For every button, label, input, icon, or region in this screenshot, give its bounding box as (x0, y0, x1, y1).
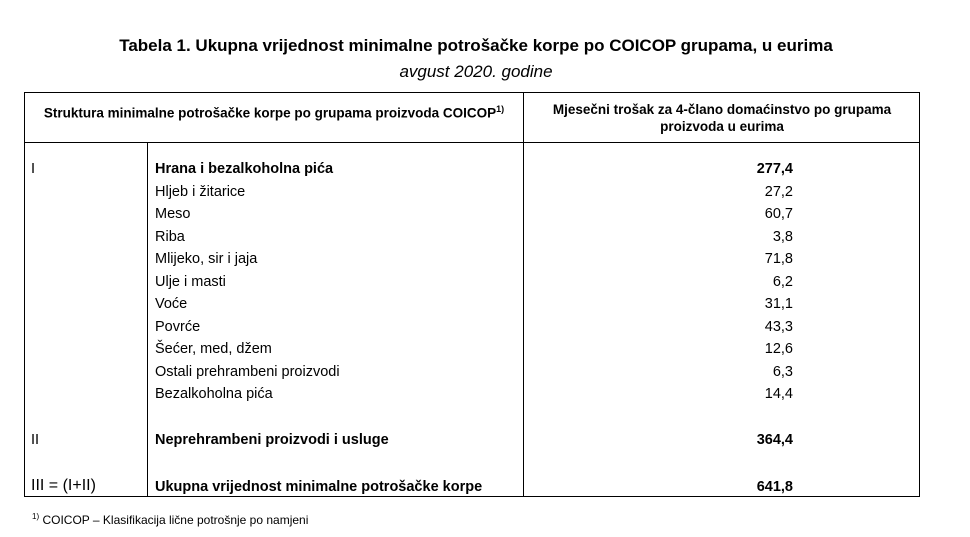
row-value: 14,4 (764, 386, 793, 402)
row-label: Ulje i masti (155, 274, 226, 290)
table-title: Tabela 1. Ukupna vrijednost minimalne potrošačke korpe po COICOP grupama, u eurima (119, 36, 833, 55)
row-label: Hljeb i žitarice (155, 184, 246, 200)
row-value: 277,4 (756, 161, 793, 177)
row-value: 27,2 (764, 184, 793, 200)
table-row (25, 386, 919, 408)
row-value: 31,1 (764, 296, 793, 312)
row-label: Hrana i bezalkoholna pića (155, 161, 334, 177)
row-value: 6,2 (772, 274, 793, 290)
row-value: 12,6 (764, 341, 793, 357)
row-value: 6,3 (772, 364, 793, 380)
table-row (25, 206, 919, 228)
header-divider (25, 142, 919, 143)
header-structure: Struktura minimalne potrošačke korpe po grupama proizvoda COICOP$^{1)}$ (43, 104, 505, 121)
row-label: Voće (155, 296, 188, 312)
row-code: II (31, 432, 40, 448)
coicop-table (24, 92, 920, 497)
row-code: III = (I+II) (31, 477, 96, 494)
row-label: Meso (155, 206, 191, 222)
row-label: Šećer, med, džem (155, 341, 272, 357)
row-value: 641,8 (756, 479, 793, 495)
row-label: Ostali prehrambeni proizvodi (155, 364, 340, 380)
row-value: 60,7 (764, 206, 793, 222)
row-label: Mlijeko, sir i jaja (155, 251, 258, 267)
table-row (25, 161, 919, 183)
table-row (25, 296, 919, 318)
row-value: 3,8 (772, 229, 793, 245)
table-row (25, 364, 919, 386)
row-label: Neprehrambeni proizvodi i usluge (155, 432, 389, 448)
table-row (25, 432, 919, 454)
row-value: 71,8 (764, 251, 793, 267)
table-subtitle: avgust 2020. godine (399, 62, 553, 81)
row-label: Bezalkoholna pića (155, 386, 273, 402)
row-label: Ukupna vrijednost minimalne potrošačke korpe (155, 479, 483, 495)
row-label: Povrće (155, 319, 201, 335)
table-row (25, 184, 919, 206)
table-row (25, 251, 919, 273)
row-value: 364,4 (756, 432, 793, 448)
table-row (25, 341, 919, 363)
footnote: $^{1)}$ COICOP – Klasifikacija lične potrošnje po namjeni (32, 512, 309, 527)
header-monthly-cost: Mjesečni trošak za 4-člano domaćinstvo po grupama proizvoda u eurima (552, 102, 892, 134)
row-label: Riba (155, 229, 185, 245)
table-row (25, 229, 919, 251)
table-row (25, 479, 919, 501)
row-value: 43,3 (764, 319, 793, 335)
row-code: I (31, 161, 36, 177)
table-row (25, 319, 919, 341)
table-row (25, 274, 919, 296)
